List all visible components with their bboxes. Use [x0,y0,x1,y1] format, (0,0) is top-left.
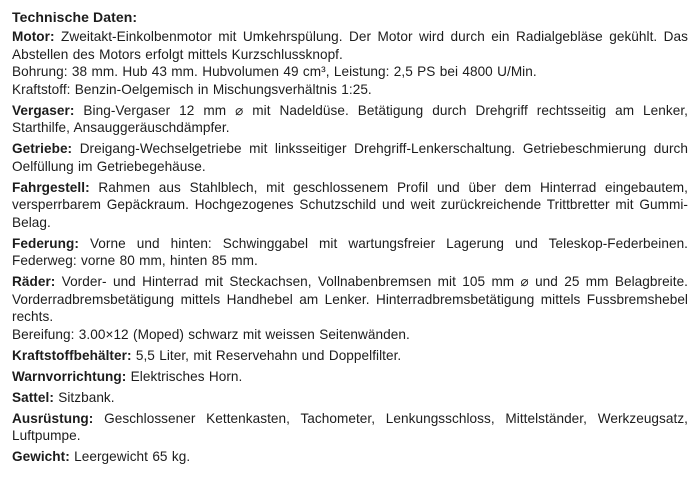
section-text: Sitzbank. [58,389,115,405]
section-text: Geschlossener Kettenkasten, Tachometer, Lenkungsschloss, Mittelständer, Werkzeugsatz, Luftpumpe. [12,410,688,443]
section-label: Kraftstoffbehälter: [12,347,132,363]
section-label: Sattel: [12,389,54,405]
section-label: Ausrüstung: [12,410,94,426]
section-fahrgestell [12,179,688,232]
section-text: Bing-Vergaser 12 mm ⌀ mit Nadeldüse. Betätigung durch Drehgriff rechtsseitig am Lenker, Starthilfe, Ansauggeräuschdämpfer. [12,102,689,135]
section-kraftstoffbehaelter [12,347,688,365]
section-text: 5,5 Liter, mit Reservehahn und Doppelfilter. [135,347,402,363]
section-raeder [12,273,688,343]
section-label: Getriebe: [12,141,73,156]
section-label: Vergaser: [12,102,75,118]
section-gewicht [12,448,688,466]
section-text: Elektrisches Horn. [130,368,243,384]
document-title: Technische Daten: [12,9,138,25]
section-text: Vorne und hinten: Schwinggabel mit wartungsfreier Lagerung und Teleskop-Federbeinen. Federweg: vorne 80 mm, hinten 85 mm. [12,235,689,268]
section-extra-line: Kraftstoff: Benzin-Oelgemisch in Mischungsverhältnis 1:25. [12,81,372,97]
section-text: Vorder- und Hinterrad mit Steckachsen, Vollnabenbremsen mit 105 mm ⌀ und 25 mm Belagbreite. Vorderradbremsbetätigung mittels Handhebel am Lenker. Hinterradbremsbetätigung mittels Fussbremshebel rechts. [12,274,689,324]
section-extra-line: Bereifung: 3.00×12 (Moped) schwarz mit weissen Seitenwänden. [12,326,410,342]
section-text: Zweitakt-Einkolbenmotor mit Umkehrspülung. Der Motor wird durch ein Radialgebläse gekühlt. Das Abstellen des Motors erfolgt mittels Kurzschlussknopf. [12,29,689,62]
section-text: Leergewicht 65 kg. [74,449,191,464]
section-label: Motor: [12,29,55,44]
section-ausruestung [12,410,688,445]
section-federung [12,235,688,270]
section-motor [12,28,688,98]
section-extra-line: Bohrung: 38 mm. Hub 43 mm. Hubvolumen 49 cm³, Leistung: 2,5 PS bei 4800 U/Min. [12,64,537,79]
section-label: Federung: [12,235,79,251]
section-label: Gewicht: [12,449,70,464]
section-label: Fahrgestell: [12,179,90,195]
section-text: Rahmen aus Stahlblech, mit geschlossenem Profil und über dem Hinterrad eingebautem, versperrbarem Gepäckraum. Hochgezogenes Schutzschild und weit zurückreichende Trittbretter mit Gummi-Belag. [12,179,689,230]
section-label: Räder: [12,274,56,289]
section-label: Warnvorrichtung: [12,368,127,384]
section-sattel [12,389,688,407]
section-warnvorrichtung [12,368,688,386]
section-getriebe [12,140,688,175]
section-text: Dreigang-Wechselgetriebe mit linksseitiger Drehgriff-Lenkerschaltung. Getriebeschmierung durch Oelfüllung im Getriebegehäuse. [12,141,689,174]
section-vergaser [12,102,688,137]
